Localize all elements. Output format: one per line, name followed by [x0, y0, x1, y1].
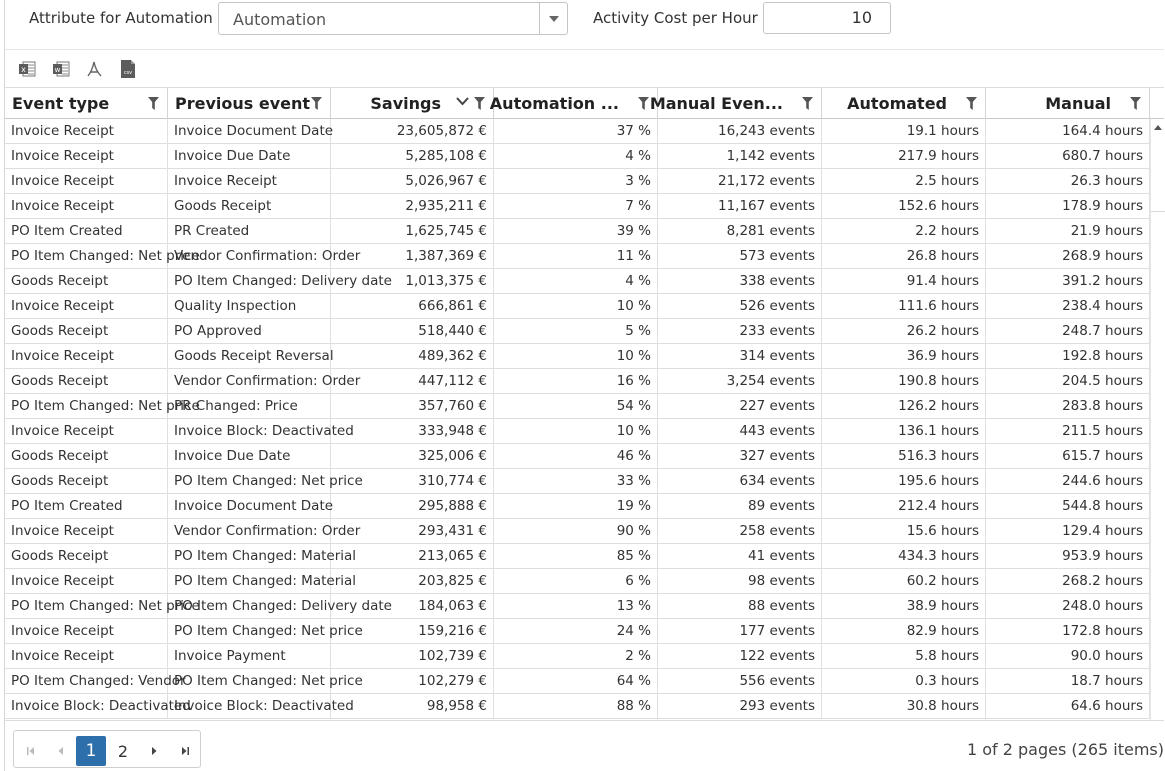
table-row[interactable] — [5, 119, 1150, 144]
cell-manual-events: 3,254 events — [658, 369, 822, 394]
cost-label: Activity Cost per Hour — [593, 9, 758, 27]
cell-event-type: Invoice Receipt — [5, 169, 168, 194]
cell-previous-event: Invoice Block: Deactivated — [168, 694, 331, 719]
cell-automation-rate: 88 % — [494, 694, 658, 719]
cell-previous-event: PO Item Changed: Material — [168, 569, 331, 594]
cell-manual: 164.4 hours — [986, 119, 1150, 144]
first-page-icon — [26, 746, 36, 756]
cell-automation-rate: 85 % — [494, 544, 658, 569]
page-info: 1 of 2 pages (265 items) — [966, 740, 1164, 759]
cell-event-type: Goods Receipt — [5, 269, 168, 294]
table-row[interactable] — [5, 519, 1150, 544]
cost-per-hour-input[interactable]: 10 — [763, 2, 891, 34]
table-row[interactable] — [5, 144, 1150, 169]
cell-manual: 248.0 hours — [986, 594, 1150, 619]
cell-event-type: Invoice Receipt — [5, 619, 168, 644]
table-row[interactable] — [5, 619, 1150, 644]
cell-manual: 238.4 hours — [986, 294, 1150, 319]
next-page-button[interactable] — [141, 737, 167, 765]
cell-manual: 192.8 hours — [986, 344, 1150, 369]
cell-event-type: PO Item Changed: Net price — [5, 594, 168, 619]
cell-manual: 211.5 hours — [986, 419, 1150, 444]
column-header-automation-rate[interactable] — [489, 88, 658, 119]
column-header-label: Manual — [1045, 94, 1111, 113]
cell-event-type: Invoice Receipt — [5, 144, 168, 169]
cell-automation-rate: 10 % — [494, 419, 658, 444]
column-header-label: Event type — [12, 94, 110, 113]
cell-automated: 26.2 hours — [822, 319, 986, 344]
cell-previous-event: Vendor Confirmation: Order — [168, 519, 331, 544]
cell-event-type: Goods Receipt — [5, 319, 168, 344]
cell-previous-event: PR Changed: Price — [168, 394, 331, 419]
column-header-label: Manual Even... — [649, 94, 783, 113]
cell-automated: 82.9 hours — [822, 619, 986, 644]
filter-icon[interactable] — [966, 97, 977, 110]
cell-automation-rate: 10 % — [494, 294, 658, 319]
column-header-event-type[interactable] — [5, 88, 168, 119]
table-row[interactable] — [5, 344, 1150, 369]
cell-automated: 36.9 hours — [822, 344, 986, 369]
cell-automated: 195.6 hours — [822, 469, 986, 494]
cell-event-type: Goods Receipt — [5, 444, 168, 469]
filter-icon[interactable] — [638, 97, 649, 110]
cell-automation-rate: 13 % — [494, 594, 658, 619]
cell-savings: 1,387,369 € — [331, 244, 494, 269]
column-header-manual[interactable] — [986, 88, 1150, 119]
next-page-icon — [149, 746, 159, 756]
cell-previous-event: PO Approved — [168, 319, 331, 344]
parameter-bar — [0, 0, 1164, 49]
cell-manual-events: 258 events — [658, 519, 822, 544]
cell-manual: 615.7 hours — [986, 444, 1150, 469]
cell-previous-event: PO Item Changed: Net price — [168, 469, 331, 494]
cell-previous-event: Quality Inspection — [168, 294, 331, 319]
cell-savings: 102,279 € — [331, 669, 494, 694]
cell-savings: 518,440 € — [331, 319, 494, 344]
cell-savings: 213,065 € — [331, 544, 494, 569]
cell-event-type: Invoice Block: Deactivated — [5, 694, 168, 719]
first-page-button[interactable] — [18, 737, 44, 765]
cell-savings: 23,605,872 € — [331, 119, 494, 144]
filter-icon[interactable] — [474, 97, 485, 110]
cell-manual-events: 41 events — [658, 544, 822, 569]
cell-event-type: PO Item Created — [5, 219, 168, 244]
cell-event-type: Invoice Receipt — [5, 194, 168, 219]
column-header-label: Automation ... — [489, 94, 619, 113]
cell-manual-events: 122 events — [658, 644, 822, 669]
cell-manual: 64.6 hours — [986, 694, 1150, 719]
sort-descending-icon[interactable] — [456, 97, 469, 106]
table-row[interactable] — [5, 544, 1150, 569]
cell-event-type: Invoice Receipt — [5, 294, 168, 319]
column-header-previous-event[interactable] — [168, 88, 331, 119]
table-row[interactable] — [5, 219, 1150, 244]
cell-previous-event: Vendor Confirmation: Order — [168, 369, 331, 394]
cell-manual: 953.9 hours — [986, 544, 1150, 569]
cell-automation-rate: 33 % — [494, 469, 658, 494]
table-row[interactable] — [5, 194, 1150, 219]
cell-event-type: Goods Receipt — [5, 369, 168, 394]
cell-previous-event: Invoice Payment — [168, 644, 331, 669]
cell-manual-events: 177 events — [658, 619, 822, 644]
svg-text:x: x — [21, 65, 26, 74]
table-row[interactable] — [5, 469, 1150, 494]
export-toolbar — [5, 49, 1164, 87]
cell-manual-events: 634 events — [658, 469, 822, 494]
cell-manual: 268.2 hours — [986, 569, 1150, 594]
cell-manual: 204.5 hours — [986, 369, 1150, 394]
table-row[interactable] — [5, 244, 1150, 269]
cell-savings: 5,285,108 € — [331, 144, 494, 169]
cell-savings: 102,739 € — [331, 644, 494, 669]
cell-savings: 1,013,375 € — [331, 269, 494, 294]
column-header-manual-events[interactable] — [649, 88, 822, 119]
cell-manual: 172.8 hours — [986, 619, 1150, 644]
cell-automation-rate: 37 % — [494, 119, 658, 144]
cell-automation-rate: 46 % — [494, 444, 658, 469]
cell-automated: 136.1 hours — [822, 419, 986, 444]
cell-manual-events: 227 events — [658, 394, 822, 419]
svg-text:csv: csv — [123, 70, 133, 76]
cell-automated: 91.4 hours — [822, 269, 986, 294]
cell-manual: 18.7 hours — [986, 669, 1150, 694]
cell-event-type: Goods Receipt — [5, 469, 168, 494]
cell-automated: 26.8 hours — [822, 244, 986, 269]
cell-automated: 2.2 hours — [822, 219, 986, 244]
cell-automation-rate: 5 % — [494, 319, 658, 344]
table-row[interactable] — [5, 419, 1150, 444]
cell-event-type: Goods Receipt — [5, 544, 168, 569]
cell-manual: 26.3 hours — [986, 169, 1150, 194]
cell-previous-event: PO Item Changed: Delivery date — [168, 269, 331, 294]
column-header-label: Savings — [370, 94, 441, 113]
cell-automated: 111.6 hours — [822, 294, 986, 319]
table-row[interactable] — [5, 444, 1150, 469]
cell-manual-events: 526 events — [658, 294, 822, 319]
cell-automation-rate: 4 % — [494, 269, 658, 294]
scroll-thumb[interactable] — [1151, 211, 1165, 212]
cell-previous-event: Invoice Receipt — [168, 169, 331, 194]
cell-automation-rate: 10 % — [494, 344, 658, 369]
cell-savings: 310,774 € — [331, 469, 494, 494]
filter-icon[interactable] — [1130, 97, 1141, 110]
cell-automated: 2.5 hours — [822, 169, 986, 194]
csv-export-icon[interactable] — [120, 59, 136, 79]
cell-savings: 203,825 € — [331, 569, 494, 594]
cell-previous-event: Goods Receipt — [168, 194, 331, 219]
pager — [13, 730, 201, 768]
savings-grid — [5, 87, 1164, 720]
cell-automation-rate: 54 % — [494, 394, 658, 419]
cell-manual-events: 338 events — [658, 269, 822, 294]
cell-manual: 680.7 hours — [986, 144, 1150, 169]
cell-event-type: Invoice Receipt — [5, 569, 168, 594]
cell-manual-events: 327 events — [658, 444, 822, 469]
cell-automation-rate: 90 % — [494, 519, 658, 544]
cell-automation-rate: 24 % — [494, 619, 658, 644]
table-row[interactable] — [5, 394, 1150, 419]
cell-event-type: Invoice Receipt — [5, 419, 168, 444]
cell-automated: 190.8 hours — [822, 369, 986, 394]
cell-manual-events: 8,281 events — [658, 219, 822, 244]
cell-manual-events: 98 events — [658, 569, 822, 594]
cell-savings: 666,861 € — [331, 294, 494, 319]
word-export-icon[interactable] — [52, 59, 70, 79]
cell-previous-event: PR Created — [168, 219, 331, 244]
cell-previous-event: PO Item Changed: Net price — [168, 669, 331, 694]
grid-header — [5, 88, 1164, 119]
cell-previous-event: Invoice Document Date — [168, 119, 331, 144]
cell-savings: 295,888 € — [331, 494, 494, 519]
cell-automated: 60.2 hours — [822, 569, 986, 594]
chevron-down-icon — [549, 16, 559, 22]
cell-manual-events: 293 events — [658, 694, 822, 719]
attribute-select-toggle[interactable] — [539, 3, 567, 34]
cell-event-type: Invoice Receipt — [5, 344, 168, 369]
cell-previous-event: Invoice Due Date — [168, 144, 331, 169]
cell-manual-events: 89 events — [658, 494, 822, 519]
cell-event-type: PO Item Changed: Net price — [5, 244, 168, 269]
table-row[interactable] — [5, 269, 1150, 294]
pager-bar — [5, 720, 1164, 771]
cell-manual-events: 443 events — [658, 419, 822, 444]
cell-manual: 21.9 hours — [986, 219, 1150, 244]
table-row[interactable] — [5, 569, 1150, 594]
cell-manual: 129.4 hours — [986, 519, 1150, 544]
table-row[interactable] — [5, 369, 1150, 394]
last-page-button[interactable] — [172, 737, 198, 765]
cell-automation-rate: 4 % — [494, 144, 658, 169]
cell-event-type: PO Item Changed: Net price — [5, 394, 168, 419]
table-row[interactable] — [5, 694, 1150, 719]
cell-savings: 489,362 € — [331, 344, 494, 369]
cell-manual-events: 233 events — [658, 319, 822, 344]
column-header-savings[interactable] — [331, 88, 494, 119]
cell-savings: 98,958 € — [331, 694, 494, 719]
cell-automated: 152.6 hours — [822, 194, 986, 219]
pdf-export-icon[interactable] — [85, 59, 103, 79]
cell-automated: 15.6 hours — [822, 519, 986, 544]
cell-savings: 1,625,745 € — [331, 219, 494, 244]
attribute-select[interactable] — [218, 2, 568, 35]
cell-savings: 325,006 € — [331, 444, 494, 469]
table-row[interactable] — [5, 294, 1150, 319]
cell-previous-event: PO Item Changed: Net price — [168, 619, 331, 644]
cell-savings: 5,026,967 € — [331, 169, 494, 194]
column-header-label: Automated — [847, 94, 947, 113]
cell-previous-event: Goods Receipt Reversal — [168, 344, 331, 369]
filter-icon[interactable] — [148, 97, 159, 110]
cell-manual-events: 573 events — [658, 244, 822, 269]
table-row[interactable] — [5, 319, 1150, 344]
cell-manual-events: 314 events — [658, 344, 822, 369]
cell-manual: 244.6 hours — [986, 469, 1150, 494]
cell-previous-event: Invoice Due Date — [168, 444, 331, 469]
cell-manual-events: 556 events — [658, 669, 822, 694]
cell-automated: 516.3 hours — [822, 444, 986, 469]
vertical-scrollbar[interactable] — [1150, 119, 1164, 721]
cell-savings: 357,760 € — [331, 394, 494, 419]
cell-automation-rate: 16 % — [494, 369, 658, 394]
cell-manual-events: 88 events — [658, 594, 822, 619]
cell-automation-rate: 7 % — [494, 194, 658, 219]
cell-manual: 391.2 hours — [986, 269, 1150, 294]
cell-automation-rate: 39 % — [494, 219, 658, 244]
column-header-label: Previous event — [175, 94, 311, 113]
cell-event-type: PO Item Changed: Vendor — [5, 669, 168, 694]
cell-previous-event: PO Item Changed: Material — [168, 544, 331, 569]
cell-manual-events: 11,167 events — [658, 194, 822, 219]
cell-event-type: Invoice Receipt — [5, 519, 168, 544]
cell-automated: 5.8 hours — [822, 644, 986, 669]
scroll-up-icon[interactable] — [1154, 125, 1162, 130]
table-row[interactable] — [5, 169, 1150, 194]
cell-manual-events: 16,243 events — [658, 119, 822, 144]
filter-icon[interactable] — [802, 97, 813, 110]
cell-automation-rate: 6 % — [494, 569, 658, 594]
table-row[interactable] — [5, 669, 1150, 694]
cell-automation-rate: 64 % — [494, 669, 658, 694]
cell-savings: 447,112 € — [331, 369, 494, 394]
previous-page-button[interactable] — [48, 737, 74, 765]
cell-savings: 293,431 € — [331, 519, 494, 544]
cell-manual: 544.8 hours — [986, 494, 1150, 519]
cell-automated: 38.9 hours — [822, 594, 986, 619]
excel-export-icon[interactable] — [18, 59, 36, 79]
cell-savings: 159,216 € — [331, 619, 494, 644]
cell-event-type: Invoice Receipt — [5, 119, 168, 144]
cell-event-type: PO Item Created — [5, 494, 168, 519]
svg-text:w: w — [54, 66, 61, 74]
cell-automation-rate: 11 % — [494, 244, 658, 269]
filter-icon[interactable] — [311, 97, 322, 110]
cell-savings: 333,948 € — [331, 419, 494, 444]
cell-previous-event: Invoice Block: Deactivated — [168, 419, 331, 444]
cell-manual: 248.7 hours — [986, 319, 1150, 344]
cell-event-type: Invoice Receipt — [5, 644, 168, 669]
cell-savings: 184,063 € — [331, 594, 494, 619]
page-1-button[interactable]: 1 — [76, 736, 106, 766]
cell-manual-events: 21,172 events — [658, 169, 822, 194]
attribute-select-value: Automation — [233, 10, 327, 29]
page-2-button[interactable]: 2 — [117, 741, 129, 761]
cell-automated: 212.4 hours — [822, 494, 986, 519]
cell-manual: 178.9 hours — [986, 194, 1150, 219]
cell-automated: 19.1 hours — [822, 119, 986, 144]
grid-body — [5, 119, 1164, 721]
last-page-icon — [180, 746, 190, 756]
cell-automation-rate: 2 % — [494, 644, 658, 669]
cell-automated: 126.2 hours — [822, 394, 986, 419]
cell-manual-events: 1,142 events — [658, 144, 822, 169]
cell-manual: 90.0 hours — [986, 644, 1150, 669]
cell-previous-event: Invoice Document Date — [168, 494, 331, 519]
cell-automated: 0.3 hours — [822, 669, 986, 694]
cell-previous-event: Vendor Confirmation: Order — [168, 244, 331, 269]
cell-manual: 283.8 hours — [986, 394, 1150, 419]
previous-page-icon — [56, 746, 66, 756]
cell-automation-rate: 3 % — [494, 169, 658, 194]
cell-automation-rate: 19 % — [494, 494, 658, 519]
cell-automated: 30.8 hours — [822, 694, 986, 719]
attribute-label: Attribute for Automation — [29, 9, 213, 27]
cell-automated: 217.9 hours — [822, 144, 986, 169]
cell-previous-event: PO Item Changed: Delivery date — [168, 594, 331, 619]
column-header-automated[interactable] — [822, 88, 986, 119]
cell-manual: 268.9 hours — [986, 244, 1150, 269]
table-row[interactable] — [5, 644, 1150, 669]
cell-automated: 434.3 hours — [822, 544, 986, 569]
table-row[interactable] — [5, 494, 1150, 519]
table-row[interactable] — [5, 594, 1150, 619]
cell-savings: 2,935,211 € — [331, 194, 494, 219]
